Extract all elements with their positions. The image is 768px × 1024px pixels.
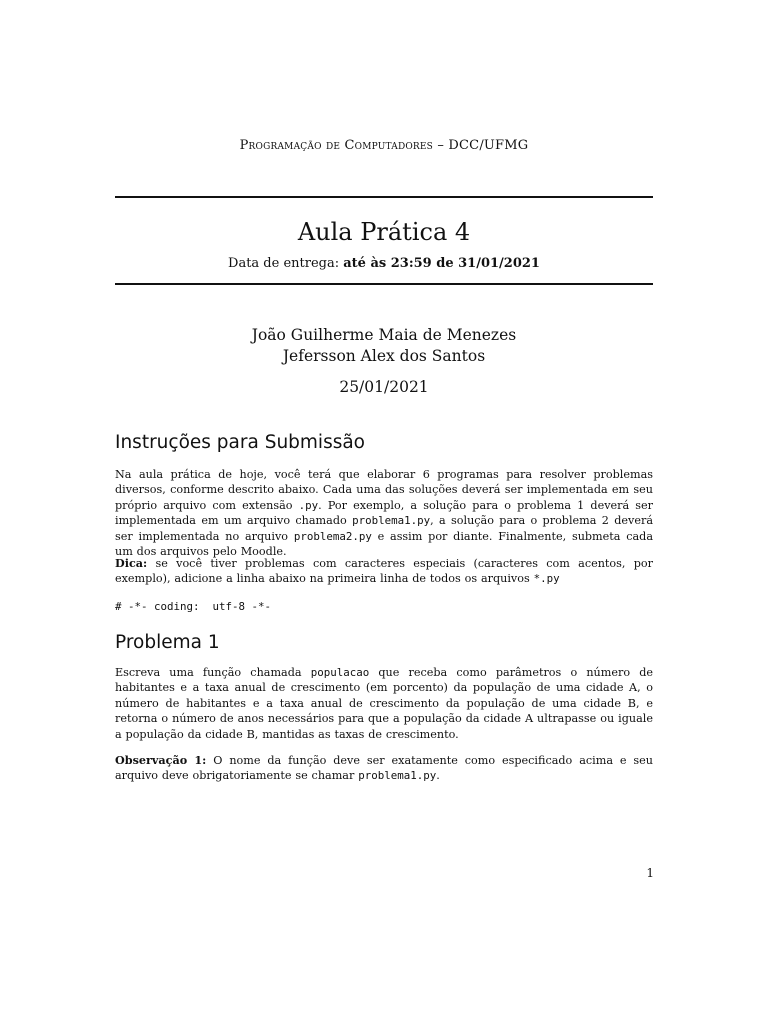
section-heading-problem1: Problema 1	[115, 632, 220, 653]
text-run: se você tiver problemas com caracteres especiais (caracteres com acentos, por exemplo), adicione a linha abaixo na primeira linha de todos os arquivos	[115, 557, 653, 586]
deadline	[0, 256, 768, 271]
text-run: Escreva uma função chamada	[115, 666, 311, 679]
inline-code: problema1.py	[358, 769, 437, 783]
inline-code: problema2.py	[293, 529, 372, 543]
section-heading-submission: Instruções para Submissão	[115, 432, 366, 453]
page-number: 1	[646, 866, 654, 880]
top-rule	[115, 196, 653, 198]
bottom-rule	[115, 283, 653, 285]
text-run: e assim por diante. Finalmente, submeta cada um dos arquivos pelo Moodle.	[115, 529, 654, 559]
text-run: que receba como parâmetros o número de habitantes e a taxa anual de crescimento (em porcento) da população de uma cidade A, o número de habitantes e a taxa anual de crescimento da população de uma cidade B, e retorna o número de anos necessários para que a população da cidade A ultrapasse ou iguale a população da cidade B, mantidas as taxas de crescimento.	[115, 666, 653, 741]
deadline-label: Data de entrega:	[228, 256, 344, 271]
observation-label: Observação 1:	[115, 753, 207, 767]
document-title: Aula Prática 4	[297, 218, 471, 246]
code-snippet: # -*- coding: utf-8 -*-	[115, 600, 272, 613]
text-run: Na aula prática de hoje, você terá que elaborar 6 programas para resolver problemas diversos, conforme descrito abaixo. Cada uma das soluções deverá ser implementada em seu próprio arquivo com extensão	[115, 468, 653, 512]
text-run: . Por exemplo, a solução para o problema 1 deverá ser implementada em um arquivo chamado	[115, 498, 653, 528]
inline-code: problema1.py	[352, 514, 431, 528]
inline-code: .py	[298, 498, 319, 512]
observation-paragraph	[115, 753, 653, 784]
text-run: O nome da função deve ser exatamente como especificado acima e seu arquivo deve obrigatoriamente se chamar	[115, 754, 654, 783]
inline-code: populacao	[310, 666, 370, 679]
tip-label: Dica:	[115, 556, 148, 570]
inline-code: *.py	[533, 572, 560, 586]
text-run: .	[436, 769, 440, 783]
author-1: João Guilherme Maia de Menezes	[251, 326, 517, 344]
deadline-value: até às 23:59 de 31/01/2021	[343, 256, 540, 271]
text-run: , a solução para o problema 2 deverá ser implementada no arquivo	[115, 514, 653, 543]
authors	[0, 325, 768, 367]
problem1-paragraph	[115, 665, 653, 742]
document-date: 25/01/2021	[339, 378, 429, 396]
submission-paragraph	[115, 467, 653, 559]
course-header: Programação de Computadores – DCC/UFMG	[239, 138, 529, 153]
tip-paragraph	[115, 556, 653, 587]
author-2: Jefersson Alex dos Santos	[282, 347, 486, 365]
